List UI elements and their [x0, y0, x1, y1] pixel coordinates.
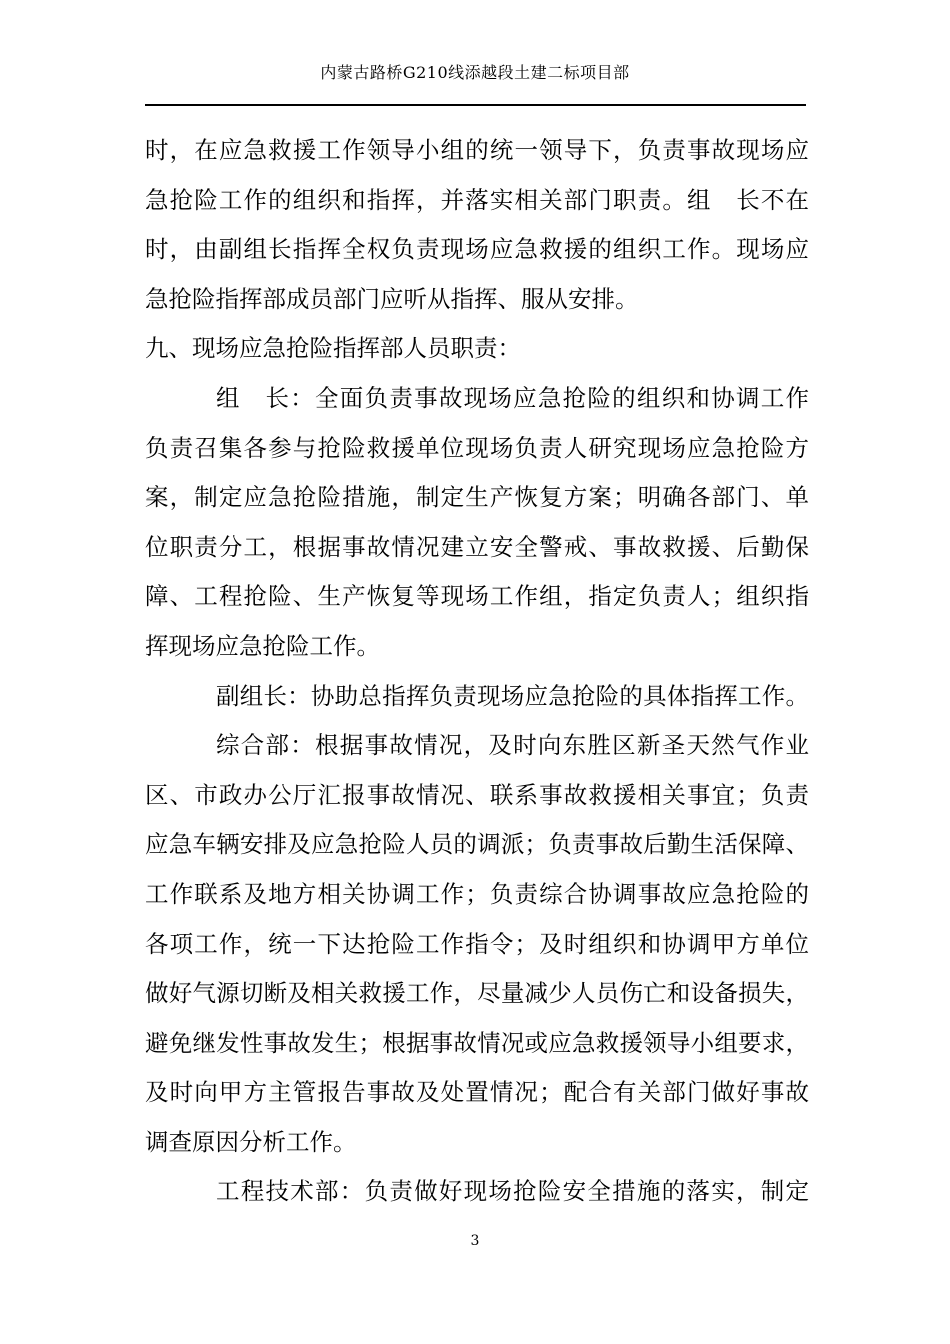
page-number: 3 [470, 1233, 480, 1249]
body-line: 工程技术部：负责做好现场抢险安全措施的落实，制定 [216, 1177, 809, 1206]
body-line: 负责召集各参与抢险救援单位现场负责人研究现场应急抢险方 [145, 433, 809, 462]
body-line: 及时向甲方主管报告事故及处置情况；配合有关部门做好事故 [145, 1078, 809, 1107]
section-heading: 九、现场应急抢险指挥部人员职责： [145, 334, 521, 363]
body-line: 应急车辆安排及应急抢险人员的调派；负责事故后勤生活保障、 [145, 830, 809, 859]
body-line: 障、工程抢险、生产恢复等现场工作组，指定负责人；组织指 [145, 582, 809, 611]
document-body [145, 126, 809, 1217]
body-line: 急抢险工作的组织和指挥，并落实相关部门职责。组 长不在 [145, 185, 809, 214]
body-line: 位职责分工，根据事故情况建立安全警戒、事故救援、后勤保 [145, 532, 809, 561]
body-line: 挥现场应急抢险工作。 [145, 631, 380, 660]
body-line: 各项工作，统一下达抢险工作指令；及时组织和协调甲方单位 [145, 929, 809, 958]
body-line: 案，制定应急抢险措施，制定生产恢复方案；明确各部门、单 [145, 483, 809, 512]
body-line: 做好气源切断及相关救援工作，尽量减少人员伤亡和设备损失， [145, 979, 809, 1008]
header-divider [145, 104, 806, 106]
body-line: 副组长：协助总指挥负责现场应急抢险的具体指挥工作。 [216, 681, 809, 710]
body-line: 时，在应急救援工作领导小组的统一领导下，负责事故现场应 [145, 136, 809, 164]
body-line: 组 长：全面负责事故现场应急抢险的组织和协调工作 [216, 383, 809, 412]
page-header: 内蒙古路桥G210线添越段土建二标项目部 [320, 63, 630, 82]
body-line: 避免继发性事故发生；根据事故情况或应急救援领导小组要求， [145, 1028, 809, 1057]
body-line: 综合部：根据事故情况，及时向东胜区新圣天然气作业 [216, 731, 809, 760]
body-line: 急抢险指挥部成员部门应听从指挥、服从安排。 [145, 284, 639, 313]
body-line: 区、市政办公厅汇报事故情况、联系事故救援相关事宜；负责 [145, 780, 809, 809]
body-line: 调查原因分析工作。 [145, 1127, 357, 1156]
body-line: 工作联系及地方相关协调工作；负责综合协调事故应急抢险的 [145, 879, 809, 908]
body-line: 时，由副组长指挥全权负责现场应急救援的组织工作。现场应 [145, 235, 809, 264]
